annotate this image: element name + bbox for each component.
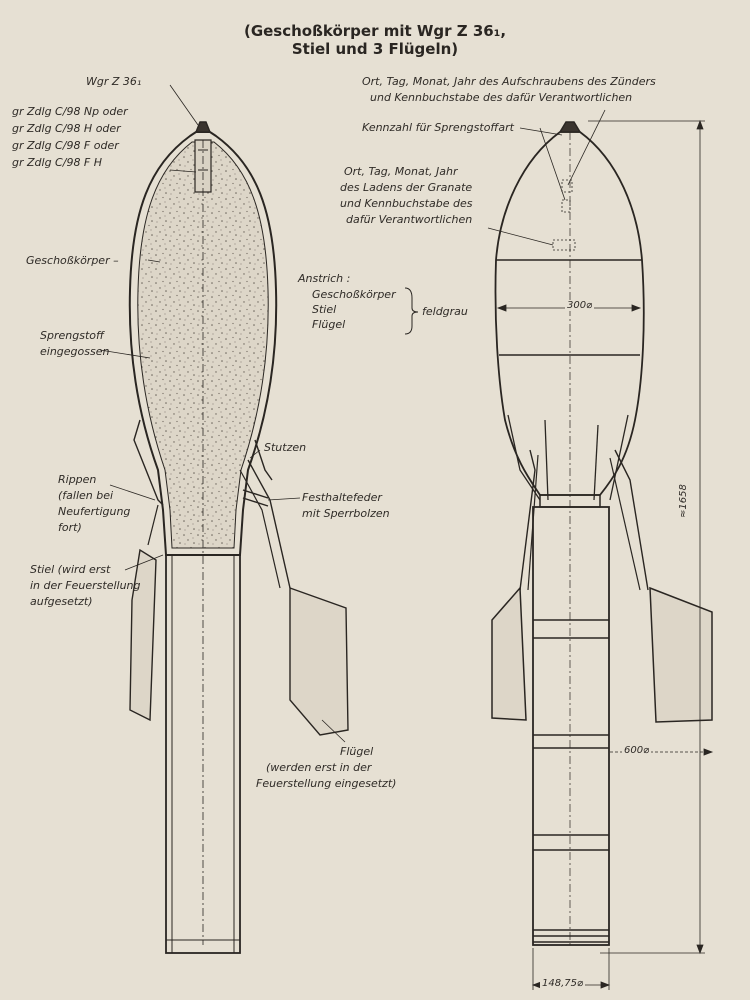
dimension-lines xyxy=(405,121,712,990)
right-fin xyxy=(290,588,348,735)
label-ribs-2: (fallen bei xyxy=(58,489,114,502)
exterior-view xyxy=(492,122,712,945)
fuze xyxy=(196,122,210,132)
label-paint-1: Geschoßkörper xyxy=(312,288,396,301)
label-spring-1: Festhaltefeder xyxy=(302,491,382,504)
dimension-body-diameter: 300⌀ xyxy=(567,300,593,311)
exterior-body xyxy=(495,132,643,495)
label-fuze-mark-2: und Kennbuchstabe des dafür Verantwortlichen xyxy=(370,91,633,104)
label-load-3: und Kennbuchstabe des xyxy=(340,197,473,210)
label-paint-3: Flügel xyxy=(312,318,346,331)
label-load-2: des Ladens der Granate xyxy=(340,181,473,194)
label-stem-2: in der Feuerstellung xyxy=(30,579,141,592)
label-load-4: dafür Verantwortlichen xyxy=(346,213,473,226)
title-line-2: Stiel und 3 Flügeln) xyxy=(291,40,459,58)
label-adapter-4: gr Zdlg C/98 F H xyxy=(12,156,103,169)
label-ribs-3: Neufertigung xyxy=(58,505,131,518)
label-spring-2: mit Sperrbolzen xyxy=(302,507,390,520)
label-stem-1: Stiel (wird erst xyxy=(30,563,111,576)
title-line-1: (Geschoßkörper mit Wgr Z 36₁, xyxy=(243,22,507,40)
label-fins-1: Flügel xyxy=(340,745,374,758)
label-paint-head: Anstrich : xyxy=(298,272,351,285)
label-body: Geschoßkörper – xyxy=(26,254,119,267)
sectional-view xyxy=(130,122,351,953)
exterior-left-fin xyxy=(492,588,526,720)
label-stem-3: aufgesetzt) xyxy=(30,595,93,608)
label-adapter-3: gr Zdlg C/98 F oder xyxy=(12,139,119,152)
label-fuze-mark-1: Ort, Tag, Monat, Jahr des Aufschraubens des Zünders xyxy=(362,75,656,88)
label-paint-2: Stiel xyxy=(312,303,337,316)
exterior-right-fin xyxy=(650,588,712,722)
label-adapter-2: gr Zdlg C/98 H oder xyxy=(12,122,121,135)
dimension-length: ≈1658 xyxy=(678,484,689,518)
left-fin xyxy=(130,550,156,720)
label-fins-3: Feuerstellung eingesetzt) xyxy=(256,777,397,790)
exterior-stem xyxy=(533,507,609,945)
label-paint-color: feldgrau xyxy=(422,305,468,318)
label-fins-2: (werden erst in der xyxy=(266,761,372,774)
label-ribs-1: Rippen xyxy=(58,473,97,486)
label-ribs-4: fort) xyxy=(58,521,82,534)
right-fin-arm xyxy=(248,460,290,588)
label-load-1: Ort, Tag, Monat, Jahr xyxy=(344,165,458,178)
label-explosive-2: eingegossen xyxy=(40,345,110,358)
dimension-stem-diameter: 148,75⌀ xyxy=(542,978,584,989)
label-explosive-code: Kennzahl für Sprengstoffart xyxy=(362,121,514,134)
label-adapter-1: gr Zdlg C/98 Np oder xyxy=(12,105,128,118)
exterior-fuze xyxy=(560,122,580,132)
label-explosive-1: Sprengstoff xyxy=(40,329,104,342)
dimension-fin-diameter: 600⌀ xyxy=(624,745,650,756)
label-fuze: Wgr Z 36₁ xyxy=(86,75,142,88)
label-socket: Stutzen xyxy=(264,441,307,454)
